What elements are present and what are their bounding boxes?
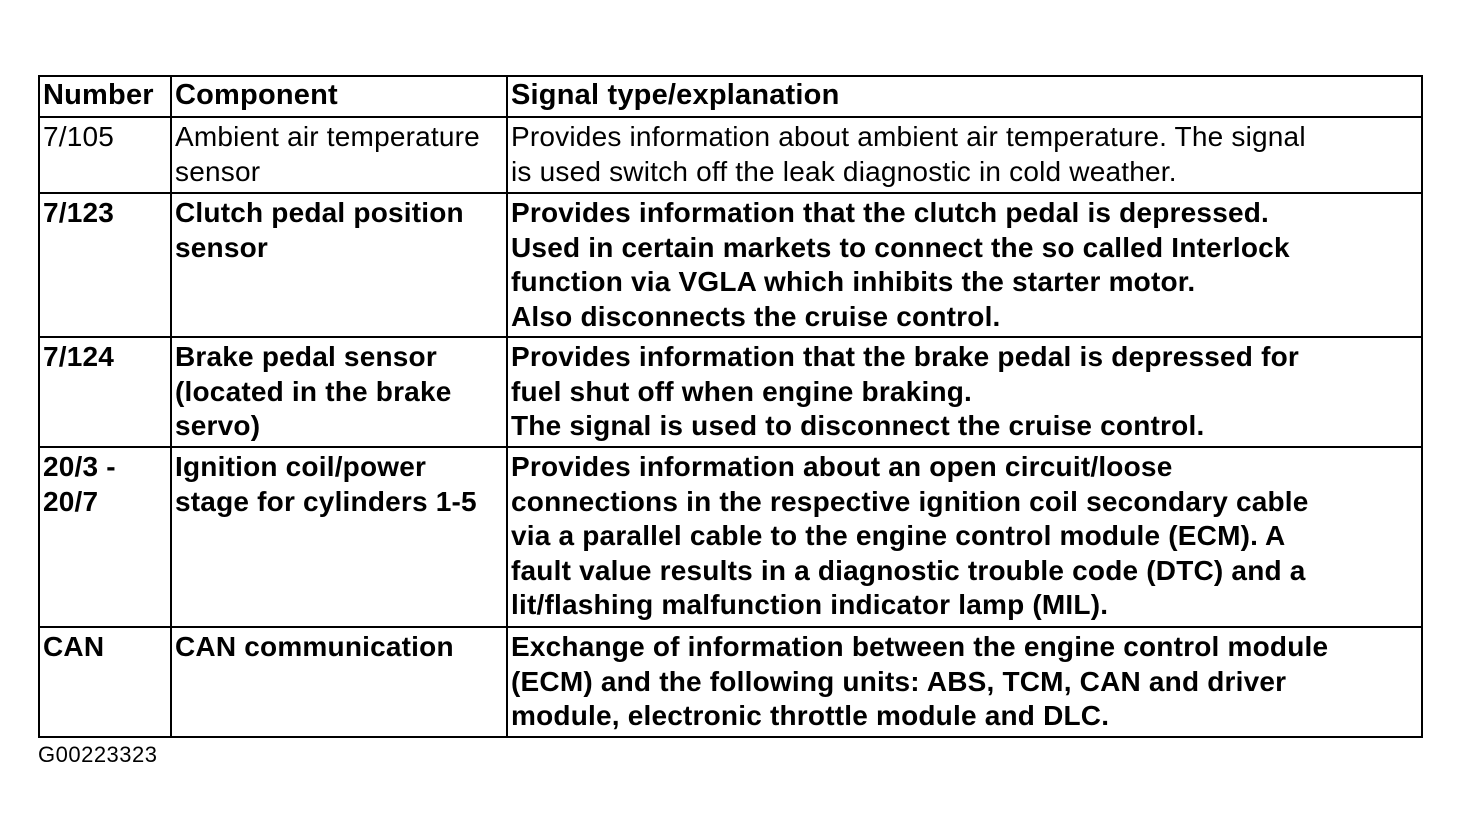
cell-line: Clutch pedal position bbox=[175, 197, 464, 228]
cell-line: CAN bbox=[43, 631, 105, 662]
cell-signal bbox=[507, 117, 1422, 193]
cell-line: 20/7 bbox=[43, 485, 99, 517]
cell-line: lit/flashing malfunction indicator lamp (MIL). bbox=[511, 589, 1109, 620]
cell-line: stage for cylinders 1-5 bbox=[175, 485, 477, 517]
header-component: Component bbox=[171, 76, 507, 117]
cell-line: 20/3 - bbox=[43, 451, 116, 482]
cell-signal bbox=[507, 627, 1422, 737]
table-row bbox=[39, 117, 1422, 193]
cell-line: via a parallel cable to the engine control module (ECM). A bbox=[511, 520, 1286, 551]
cell-line: function via VGLA which inhibits the starter motor. bbox=[511, 266, 1196, 297]
cell-line: sensor bbox=[175, 231, 269, 263]
signal-table bbox=[38, 75, 1423, 738]
cell-line: CAN communication bbox=[175, 631, 454, 662]
cell-line: Ambient air temperature bbox=[175, 121, 480, 152]
header-signal: Signal type/explanation bbox=[507, 76, 1422, 117]
cell-component bbox=[171, 447, 507, 627]
table-row bbox=[39, 447, 1422, 627]
cell-number bbox=[39, 117, 171, 193]
cell-line: (ECM) and the following units: ABS, TCM, CAN and driver bbox=[511, 665, 1287, 697]
cell-signal bbox=[507, 193, 1422, 337]
cell-line: module, electronic throttle module and DLC. bbox=[511, 700, 1110, 731]
cell-component bbox=[171, 193, 507, 337]
cell-signal bbox=[507, 337, 1422, 447]
cell-component bbox=[171, 337, 507, 447]
cell-line: is used switch off the leak diagnostic in cold weather. bbox=[511, 155, 1177, 187]
table-row bbox=[39, 337, 1422, 447]
cell-signal bbox=[507, 447, 1422, 627]
cell-line: Exchange of information between the engine control module bbox=[511, 631, 1329, 662]
cell-line: Also disconnects the cruise control. bbox=[511, 300, 1001, 332]
cell-number bbox=[39, 193, 171, 337]
cell-line: The signal is used to disconnect the cruise control. bbox=[511, 410, 1205, 441]
cell-number bbox=[39, 447, 171, 627]
cell-line: Brake pedal sensor bbox=[175, 341, 437, 372]
cell-line: 7/124 bbox=[43, 341, 115, 372]
cell-line: connections in the respective ignition coil secondary cable bbox=[511, 485, 1309, 517]
table-row bbox=[39, 627, 1422, 737]
cell-line: Provides information that the clutch pedal is depressed. bbox=[511, 197, 1270, 228]
table-header-row bbox=[39, 76, 1422, 117]
cell-line: fuel shut off when engine braking. bbox=[511, 375, 973, 407]
cell-line: fault value results in a diagnostic trouble code (DTC) and a bbox=[511, 554, 1306, 586]
cell-line: 7/105 bbox=[43, 121, 115, 152]
cell-line: sensor bbox=[175, 155, 261, 187]
cell-component bbox=[171, 117, 507, 193]
cell-line: Provides information about ambient air temperature. The signal bbox=[511, 121, 1306, 152]
cell-line: 7/123 bbox=[43, 197, 115, 228]
cell-line: Provides information about an open circuit/loose bbox=[511, 451, 1173, 482]
cell-number bbox=[39, 337, 171, 447]
figure-id: G00223323 bbox=[38, 742, 158, 767]
cell-line: Ignition coil/power bbox=[175, 451, 427, 482]
table-row bbox=[39, 193, 1422, 337]
header-number: Number bbox=[39, 76, 171, 117]
cell-number bbox=[39, 627, 171, 737]
cell-line: (located in the brake bbox=[175, 375, 452, 407]
cell-line: Provides information that the brake pedal is depressed for bbox=[511, 341, 1300, 372]
cell-component bbox=[171, 627, 507, 737]
cell-line: Used in certain markets to connect the so called Interlock bbox=[511, 231, 1290, 263]
cell-line: servo) bbox=[175, 410, 261, 441]
